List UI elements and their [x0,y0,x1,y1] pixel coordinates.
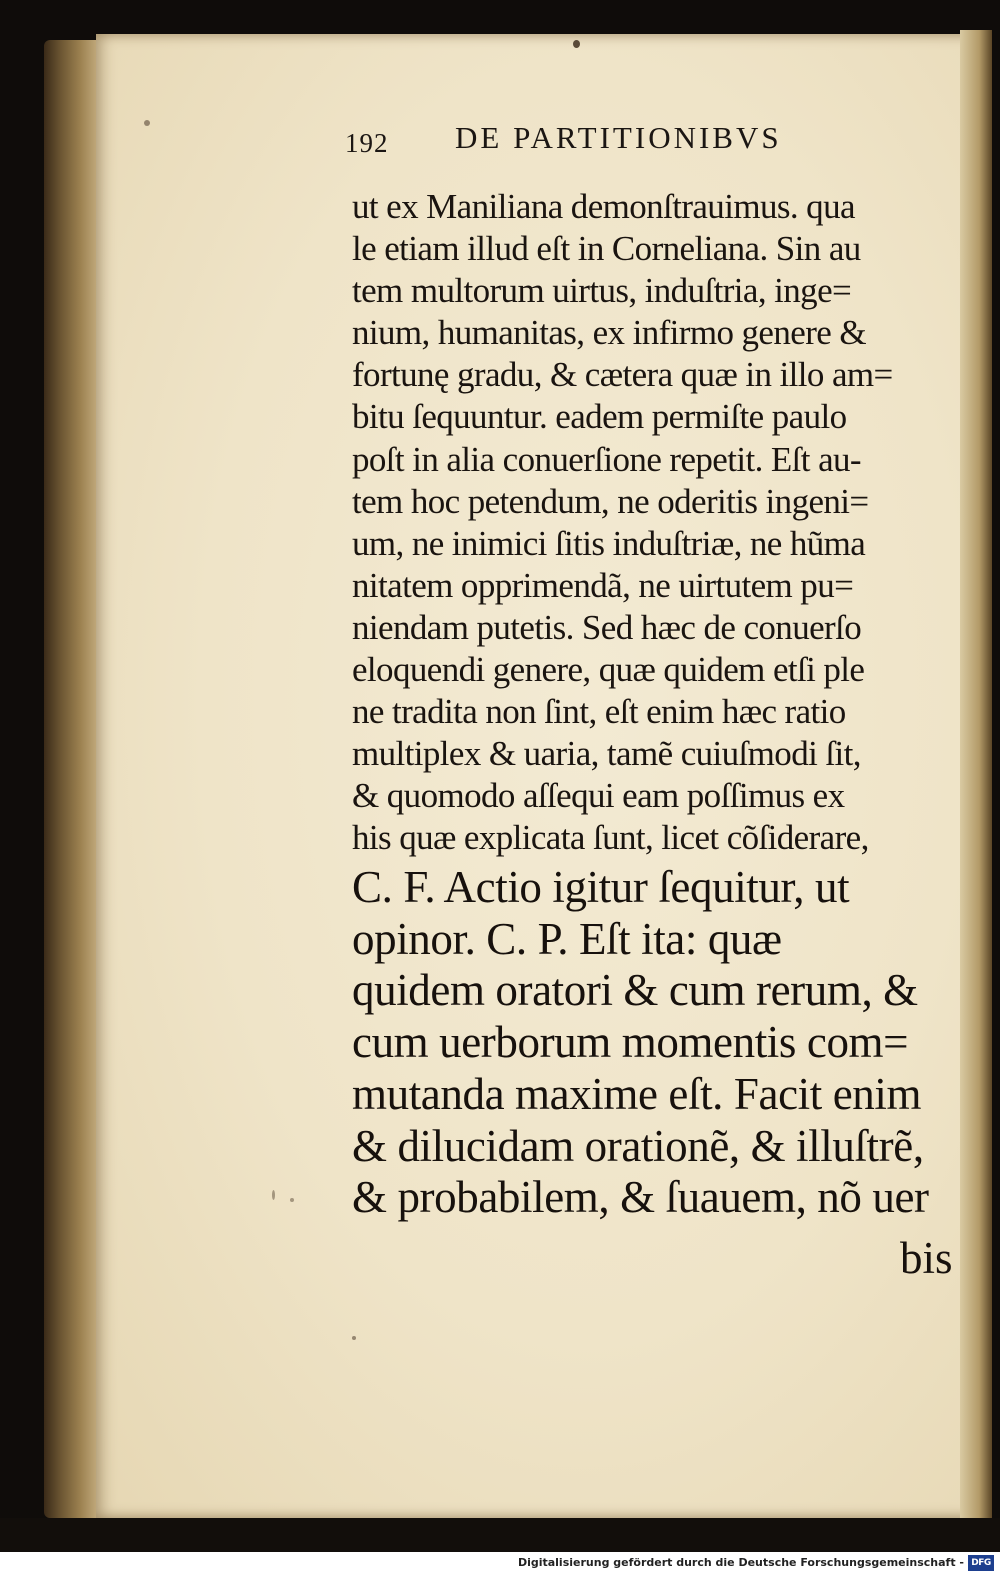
dfg-logo-icon: DFG [968,1555,994,1571]
text-line: bitu ſequuntur. eadem permiſte paulo [352,397,847,437]
text-block-large [352,862,962,1224]
footer-bar [0,1552,1000,1575]
text-line: le etiam illud eſt in Corneliana. Sin au [352,229,861,269]
text-line: um, ne inimici ſitis induſtriæ, ne hũma [352,523,866,563]
text-block-small [352,186,962,860]
ink-speck [352,1336,356,1340]
text-line: ne tradita non ſint, eſt enim hæc ratio [352,692,846,732]
text-line: mutanda maxime eſt. Facit enim [352,1068,922,1119]
text-line: ut ex Maniliana demonſtrauimus. qua [352,187,855,226]
text-line: poſt in alia conuerſione repetit. Eſt au- [352,439,861,479]
text-line: niendam putetis. Sed hæc de conuerſo [352,607,862,647]
ink-speck [144,120,150,126]
text-line: nitatem opprimendã, ne uirtutem pu= [352,565,854,605]
text-line: C. F. Actio igitur ſequitur, ut [352,862,850,912]
text-line: fortunę gradu, & cætera quæ in illo am= [352,355,893,395]
ink-speck [290,1198,294,1202]
text-line: multiplex & uaria, tamẽ cuiuſmodi ſit, [352,734,861,774]
text-line: tem hoc petendum, ne oderitis ingeni= [352,481,869,521]
running-title: DE PARTITIONIBVS [455,120,782,155]
text-line: opinor. C. P. Eſt ita: quæ [352,913,782,964]
funding-note: Digitalisierung gefördert durch die Deutsche Forschungsgemeinschaft - [517,1556,964,1569]
text-line: his quæ explicata ſunt, licet cõſiderare, [352,818,869,858]
text-line: cum uerborum momentis com= [352,1017,909,1068]
scan-bottom-margin [0,1518,1000,1552]
text-line: nium, humanitas, ex infirmo genere & [352,313,866,353]
text-line: & dilucidam orationẽ, & illuſtrẽ, [352,1120,924,1171]
text-line: eloquendi genere, quæ quidem etſi ple [352,650,865,690]
page-header [345,118,905,158]
ink-speck [272,1190,275,1200]
text-line: tem multorum uirtus, induſtria, inge= [352,271,852,311]
text-line: quidem oratori & cum rerum, & [352,965,918,1016]
catchword: bis [900,1233,953,1283]
text-line: & quomodo aſſequi eam poſſimus ex [352,776,845,816]
text-line: & probabilem, & ſuauem, nõ uer [352,1172,929,1223]
ink-speck [573,40,580,48]
book-right-edge [960,30,992,1525]
page-number: 192 [345,128,389,158]
